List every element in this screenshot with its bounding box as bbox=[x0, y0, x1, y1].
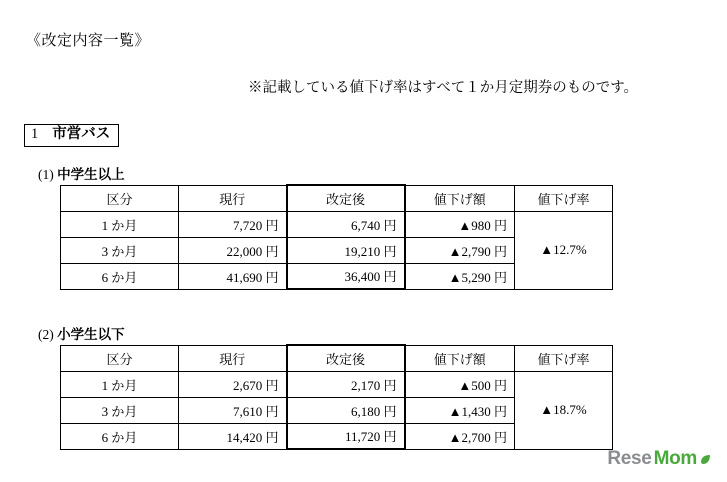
col-header-kubun: 区分 bbox=[61, 345, 179, 371]
col-header-reduction-amount: 値下げ額 bbox=[405, 345, 515, 371]
cell-reduction-amount: ▲2,790 円 bbox=[405, 237, 515, 263]
watermark-logo bbox=[607, 448, 711, 470]
cell-current: 41,690 円 bbox=[179, 263, 287, 289]
section-label: 市営バス bbox=[52, 126, 111, 142]
cell-kubun: 1 か月 bbox=[61, 371, 179, 397]
fare-table-elementary-and-below bbox=[60, 344, 613, 450]
cell-current: 2,670 円 bbox=[179, 371, 287, 397]
cell-current: 7,610 円 bbox=[179, 397, 287, 423]
subsection-index-2: (2) bbox=[38, 327, 54, 342]
cell-reduction-amount: ▲980 円 bbox=[405, 211, 515, 237]
cell-reduction-amount: ▲1,430 円 bbox=[405, 397, 515, 423]
subsection-label-1: 中学生以上 bbox=[57, 167, 125, 182]
cell-kubun: 6 か月 bbox=[61, 263, 179, 289]
cell-revised: 36,400 円 bbox=[287, 263, 405, 289]
table-header-row bbox=[61, 185, 613, 211]
section-heading bbox=[24, 124, 119, 147]
section-number: 1 bbox=[31, 126, 39, 142]
col-header-revised: 改定後 bbox=[287, 345, 405, 371]
subsection-heading-1 bbox=[38, 163, 125, 183]
table-header-row bbox=[61, 345, 613, 371]
cell-reduction-rate: ▲18.7% bbox=[515, 371, 613, 449]
fare-table-junior-high-and-above bbox=[60, 184, 613, 290]
cell-current: 7,720 円 bbox=[179, 211, 287, 237]
subsection-label-2: 小学生以下 bbox=[57, 327, 125, 342]
cell-current: 14,420 円 bbox=[179, 423, 287, 449]
cell-kubun: 1 か月 bbox=[61, 211, 179, 237]
watermark-rese: Rese bbox=[607, 448, 652, 469]
note-text: ※記載している値下げ率はすべて１か月定期券のものです。 bbox=[248, 80, 639, 96]
table-row bbox=[61, 371, 613, 397]
cell-revised: 2,170 円 bbox=[287, 371, 405, 397]
cell-revised: 6,740 円 bbox=[287, 211, 405, 237]
cell-current: 22,000 円 bbox=[179, 237, 287, 263]
col-header-reduction-amount: 値下げ額 bbox=[405, 185, 515, 211]
cell-revised: 6,180 円 bbox=[287, 397, 405, 423]
col-header-reduction-rate: 値下げ率 bbox=[515, 345, 613, 371]
cell-kubun: 6 か月 bbox=[61, 423, 179, 449]
cell-kubun: 3 か月 bbox=[61, 397, 179, 423]
table-row bbox=[61, 211, 613, 237]
col-header-revised: 改定後 bbox=[287, 185, 405, 211]
col-header-reduction-rate: 値下げ率 bbox=[515, 185, 613, 211]
cell-revised: 11,720 円 bbox=[287, 423, 405, 449]
cell-kubun: 3 か月 bbox=[61, 237, 179, 263]
leaf-icon bbox=[700, 449, 711, 460]
cell-revised: 19,210 円 bbox=[287, 237, 405, 263]
col-header-current: 現行 bbox=[179, 185, 287, 211]
subsection-index-1: (1) bbox=[38, 167, 54, 182]
col-header-kubun: 区分 bbox=[61, 185, 179, 211]
cell-reduction-amount: ▲2,700 円 bbox=[405, 423, 515, 449]
cell-reduction-amount: ▲500 円 bbox=[405, 371, 515, 397]
page-title: 《改定内容一覧》 bbox=[26, 33, 151, 49]
cell-reduction-amount: ▲5,290 円 bbox=[405, 263, 515, 289]
cell-reduction-rate: ▲12.7% bbox=[515, 211, 613, 289]
subsection-heading-2 bbox=[38, 323, 125, 343]
watermark-mom: Mom bbox=[653, 448, 697, 469]
col-header-current: 現行 bbox=[179, 345, 287, 371]
